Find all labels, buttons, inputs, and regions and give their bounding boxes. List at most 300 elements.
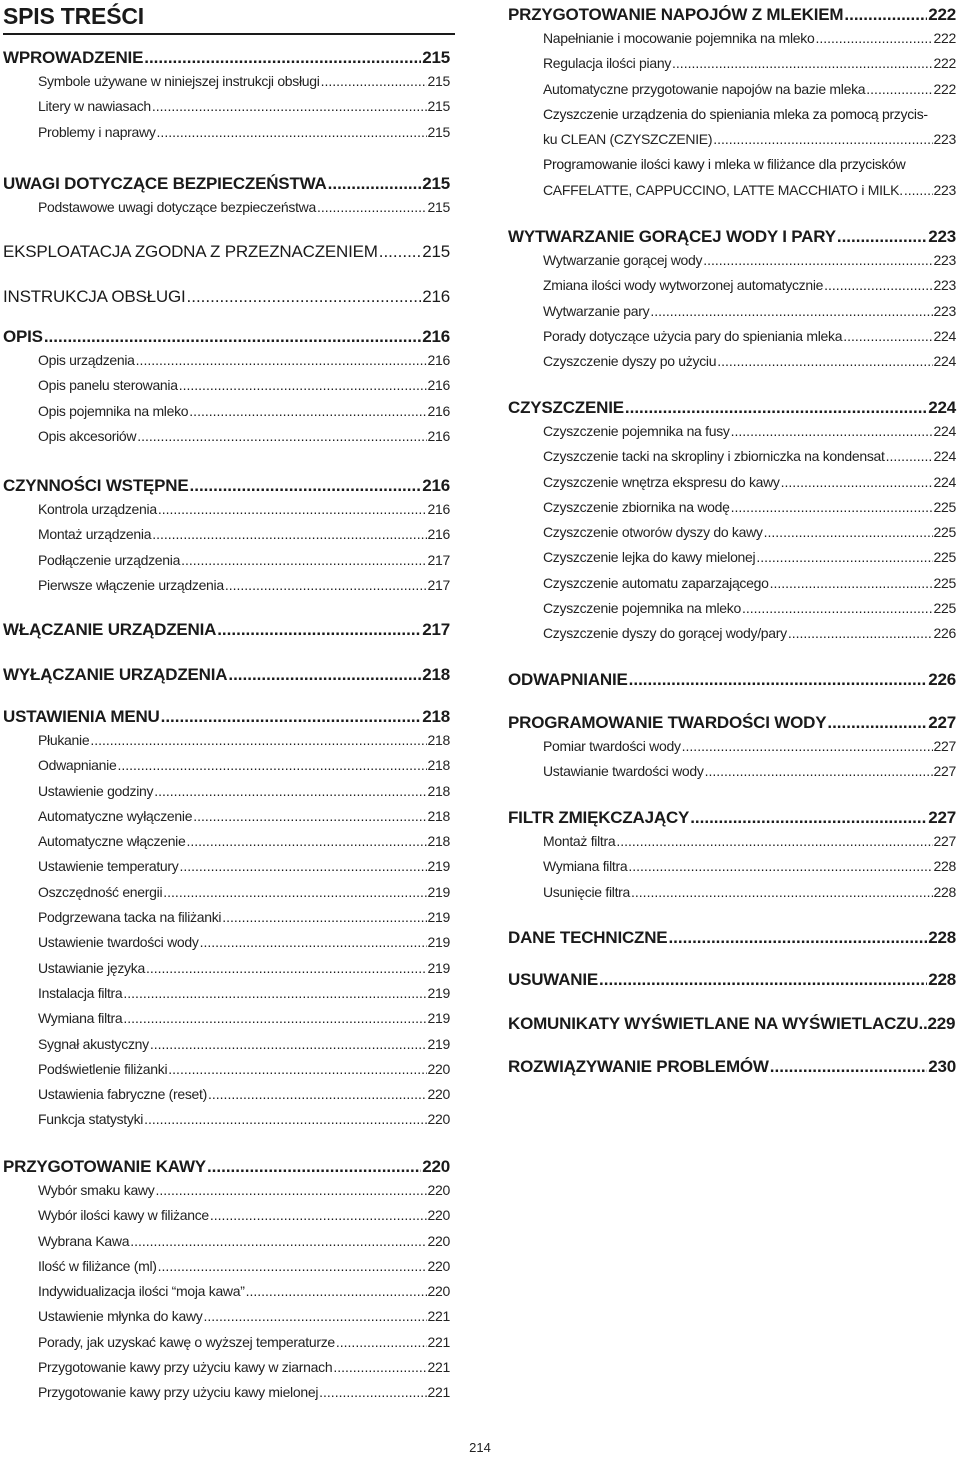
toc-entry[interactable]: [508, 273, 956, 298]
toc-entry[interactable]: [508, 51, 956, 76]
toc-heading-page: 215: [422, 174, 450, 193]
toc-entry[interactable]: [3, 804, 450, 829]
toc-entry-label: Podgrzewana tacka na filiżanki: [38, 909, 222, 926]
toc-entry[interactable]: [508, 520, 956, 545]
toc-entry[interactable]: [3, 1006, 450, 1031]
toc-leader: [328, 173, 422, 195]
toc-heading[interactable]: [3, 241, 450, 263]
toc-heading[interactable]: [508, 712, 956, 734]
toc-heading[interactable]: [508, 1056, 956, 1078]
toc-heading[interactable]: [3, 286, 450, 308]
toc-entry-page: 215: [427, 73, 450, 89]
toc-heading-label: PRZYGOTOWANIE KAWY: [3, 1157, 206, 1176]
toc-leader: [208, 1082, 427, 1107]
toc-entry-label: Kontrola urządzenia: [38, 501, 157, 517]
toc-entry-label: Pomiar twardości wody: [543, 738, 681, 754]
toc-heading-page: 227: [928, 808, 956, 827]
toc-heading-label: OPIS: [3, 327, 43, 346]
toc-entry-label: Ustawienie młynka do kawy: [38, 1308, 203, 1325]
toc-entry[interactable]: [508, 419, 956, 444]
toc-entry[interactable]: [3, 1355, 450, 1380]
toc-entry-page: 220: [427, 1257, 450, 1274]
toc-heading-page: 226: [928, 670, 956, 689]
toc-leader: [788, 621, 933, 646]
toc-entry-page: 225: [933, 600, 956, 617]
toc-leader: [650, 299, 932, 324]
toc-leader: [44, 326, 421, 348]
toc-heading-label: PROGRAMOWANIE TWARDOŚCI WODY: [508, 713, 827, 732]
toc-entry-page: 222: [933, 80, 956, 97]
toc-heading[interactable]: [508, 4, 956, 26]
toc-entry[interactable]: [508, 854, 956, 879]
toc-entry-page: 228: [933, 858, 956, 875]
toc-leader: [222, 905, 426, 930]
toc-leader: [731, 419, 933, 444]
toc-entry[interactable]: [3, 1082, 450, 1107]
toc-entry-page: 223: [933, 252, 956, 268]
toc-entry[interactable]: [3, 1304, 450, 1329]
toc-entry-label: Regulacja ilości piany: [543, 55, 672, 72]
toc-entry-page: 218: [427, 782, 450, 799]
toc-entry[interactable]: [3, 1279, 450, 1304]
toc-entry-page: 220: [427, 1111, 450, 1128]
toc-leader: [158, 497, 427, 522]
toc-entry[interactable]: [3, 905, 450, 930]
toc-entry[interactable]: [3, 1032, 450, 1057]
toc-leader: [705, 759, 933, 784]
toc-entry-label-line: Czyszczenie urządzenia do spieniania mleka za pomocą przycis-: [543, 105, 928, 122]
toc-leader: [90, 728, 426, 753]
toc-leader: [150, 1032, 427, 1057]
toc-heading-label: WŁĄCZANIE URZĄDZENIA: [3, 620, 217, 639]
toc-leader: [319, 1380, 426, 1405]
toc-entry-page: 224: [933, 473, 956, 490]
toc-leader: [770, 571, 933, 596]
toc-leader: [742, 596, 933, 621]
toc-entry[interactable]: [3, 753, 450, 778]
toc-leader: [616, 829, 932, 854]
toc-leader: [117, 753, 426, 778]
toc-leader: [336, 1330, 427, 1355]
toc-entry[interactable]: [508, 26, 956, 51]
toc-leader: [144, 1107, 426, 1132]
toc-entry-wrapline[interactable]: [508, 102, 956, 127]
toc-entry[interactable]: [508, 178, 956, 203]
toc-entry-page: 227: [933, 833, 956, 849]
toc-entry-label: Usunięcie filtra: [543, 883, 631, 900]
toc-entry[interactable]: [3, 1254, 450, 1279]
toc-heading-page: 229: [927, 1014, 956, 1033]
toc-heading-label: INSTRUKCJA OBSŁUGI: [3, 287, 186, 306]
toc-entry-label: ku CLEAN (CZYSZCZENIE): [543, 131, 713, 148]
toc-entry[interactable]: [3, 1380, 450, 1405]
toc-entry-page: 216: [427, 501, 450, 517]
toc-leader: [703, 248, 932, 273]
toc-entry[interactable]: [3, 1330, 450, 1355]
toc-entry-label: Porady, jak uzyskać kawę o wyższej temperaturze: [38, 1333, 335, 1350]
toc-entry[interactable]: [508, 759, 956, 784]
toc-heading-page: 218: [422, 707, 450, 726]
toc-entry-label: Czyszczenie dyszy po użyciu: [543, 353, 717, 370]
toc-leader: [668, 927, 927, 949]
toc-entry[interactable]: [3, 348, 450, 373]
toc-heading-label: FILTR ZMIĘKCZAJĄCY: [508, 808, 690, 827]
toc-entry-page: 219: [427, 934, 450, 951]
toc-entry-label: Montaż filtra: [543, 833, 616, 849]
toc-entry-page: 219: [427, 883, 450, 900]
toc-leader: [190, 475, 422, 497]
toc-heading[interactable]: [3, 664, 450, 686]
toc-entry-page: 223: [933, 131, 956, 148]
toc-leader: [781, 470, 933, 495]
toc-entry-label: Wytwarzanie gorącej wody: [543, 252, 703, 268]
toc-leader: [629, 669, 928, 691]
toc-leader: [181, 548, 426, 573]
toc-section: [3, 47, 450, 145]
toc-leader: [152, 94, 427, 119]
toc-entry-label: Czyszczenie pojemnika na mleko: [543, 600, 741, 617]
toc-entry[interactable]: [508, 444, 956, 469]
toc-entry[interactable]: [3, 930, 450, 955]
toc-entry-page: 220: [427, 1207, 450, 1224]
toc-heading[interactable]: [3, 47, 450, 69]
toc-heading[interactable]: [508, 969, 956, 991]
toc-leader: [690, 807, 927, 829]
toc-entry-page: 225: [933, 524, 956, 541]
toc-entry-label: Wytwarzanie pary: [543, 302, 650, 319]
toc-entry[interactable]: [3, 779, 450, 804]
toc-leader: [886, 444, 933, 469]
toc-leader: [189, 399, 426, 424]
toc-entry-label: Przygotowanie kawy przy użyciu kawy w ziarnach: [38, 1359, 333, 1376]
toc-entry[interactable]: [508, 77, 956, 102]
toc-entry-label: Czyszczenie otworów dyszy do kawy: [543, 524, 763, 541]
toc-section: [508, 1013, 956, 1035]
toc-entry-label: Czyszczenie automatu zaparzającego: [543, 574, 769, 591]
toc-section: [3, 706, 450, 1133]
toc-entry[interactable]: [3, 1203, 450, 1228]
toc-entry[interactable]: [508, 495, 956, 520]
toc-entry-label: Czyszczenie dyszy do gorącej wody/pary: [543, 625, 787, 642]
toc-leader: [200, 930, 427, 955]
toc-entry[interactable]: [3, 1229, 450, 1254]
toc-entry[interactable]: [3, 854, 450, 879]
toc-entry-page: 219: [427, 1010, 450, 1027]
toc-entry-label: Wybór ilości kawy w filiżance: [38, 1207, 209, 1224]
toc-leader: [154, 779, 426, 804]
toc-heading[interactable]: [508, 397, 956, 419]
toc-entry[interactable]: [508, 880, 956, 905]
toc-entry-label: Opis urządzenia: [38, 352, 135, 368]
toc-entry[interactable]: [3, 69, 450, 94]
toc-entry[interactable]: [508, 127, 956, 152]
toc-entry-label: Montaż urządzenia: [38, 526, 152, 543]
toc-entry-page: 216: [427, 377, 450, 394]
toc-entry-label: Napełnianie i mocowanie pojemnika na mleko: [543, 30, 815, 46]
toc-leader: [631, 880, 933, 905]
toc-leader: [207, 1156, 421, 1178]
toc-entry[interactable]: [3, 1057, 450, 1082]
toc-entry[interactable]: [3, 728, 450, 753]
toc-entry[interactable]: [508, 829, 956, 854]
toc-leader: [217, 619, 421, 641]
toc-leader: [225, 573, 427, 598]
toc-heading-label: KOMUNIKATY WYŚWIETLANE NA WYŚWIETLACZU: [508, 1014, 919, 1033]
toc-heading-page: 216: [422, 287, 450, 306]
toc-entry-label: Litery w nawiasach: [38, 98, 151, 115]
toc-entry-label: Czyszczenie lejka do kawy mielonej: [543, 549, 756, 566]
page-title: SPIS TREŚCI: [3, 1, 455, 35]
toc-entry-page: 221: [427, 1308, 450, 1325]
toc-leader: [844, 4, 927, 26]
toc-entry-label: Ustawienia fabryczne (reset): [38, 1086, 207, 1103]
toc-leader: [137, 424, 426, 449]
toc-heading-page: 228: [928, 970, 956, 989]
toc-section: [508, 969, 956, 991]
toc-leader: [764, 520, 933, 545]
toc-entry-label: Czyszczenie tacki na skropliny i zbiorniczka na kondensat: [543, 448, 885, 465]
toc-heading[interactable]: [508, 669, 956, 691]
toc-leader: [130, 1229, 426, 1254]
toc-entry-page: 221: [427, 1359, 450, 1376]
toc-entry-label: Funkcja statystyki: [38, 1111, 144, 1128]
toc-entry[interactable]: [3, 120, 450, 145]
toc-entry[interactable]: [3, 399, 450, 424]
toc-entry-page: 220: [427, 1060, 450, 1077]
toc-entry[interactable]: [3, 981, 450, 1006]
toc-leader: [123, 1006, 426, 1031]
toc-entry-page: 224: [933, 353, 956, 370]
toc-entry-page: 221: [427, 1384, 450, 1401]
toc-leader: [672, 51, 933, 76]
toc-section: [3, 241, 450, 263]
toc-leader: [187, 286, 422, 308]
toc-entry[interactable]: [508, 324, 956, 349]
toc-leader: [158, 1254, 427, 1279]
toc-entry[interactable]: [3, 829, 450, 854]
toc-leader: [837, 226, 927, 248]
toc-leader: [843, 324, 932, 349]
toc-entry[interactable]: [3, 1178, 450, 1203]
toc-entry-label-line: Programowanie ilości kawy i mleka w filiżance dla przycisków: [543, 156, 906, 173]
toc-leader: [179, 854, 426, 879]
toc-entry[interactable]: [508, 248, 956, 273]
toc-section: [3, 664, 450, 686]
toc-leader: [157, 120, 427, 145]
toc-entry[interactable]: [508, 621, 956, 646]
toc-heading-page: 230: [928, 1057, 956, 1076]
toc-leader: [144, 47, 421, 69]
toc-leader: [193, 804, 426, 829]
toc-entry[interactable]: [3, 195, 450, 220]
toc-entry-label: Symbole używane w niniejszej instrukcji obsługi: [38, 73, 320, 89]
toc-heading-page: 216: [422, 476, 450, 495]
toc-leader: [333, 1355, 426, 1380]
toc-entry[interactable]: [508, 299, 956, 324]
toc-leader: [179, 373, 427, 398]
toc-heading[interactable]: [3, 1156, 450, 1178]
toc-entry[interactable]: [3, 94, 450, 119]
toc-entry-page: 218: [427, 732, 450, 748]
toc-entry-page: 218: [427, 757, 450, 774]
toc-entry[interactable]: [3, 1107, 450, 1132]
toc-entry[interactable]: [3, 548, 450, 573]
toc-heading[interactable]: [3, 706, 450, 728]
toc-entry[interactable]: [508, 596, 956, 621]
toc-leader: [210, 1203, 427, 1228]
toc-leader: [123, 981, 426, 1006]
toc-entry[interactable]: [508, 470, 956, 495]
toc-entry-page: 223: [933, 277, 956, 294]
toc-entry-label: Sygnał akustyczny: [38, 1035, 149, 1052]
toc-entry[interactable]: [508, 571, 956, 596]
toc-entry-label: Automatyczne włączenie: [38, 833, 186, 850]
toc-entry-page: 219: [427, 959, 450, 976]
toc-entry[interactable]: [3, 497, 450, 522]
toc-entry-page: 215: [427, 199, 450, 215]
toc-heading[interactable]: [3, 173, 450, 195]
toc-leader: [186, 829, 426, 854]
toc-heading-label: DANE TECHNICZNE: [508, 928, 668, 947]
toc-entry-label: Wymiana filtra: [38, 1010, 123, 1027]
toc-entry-page: 219: [427, 909, 450, 926]
toc-entry-label: Podłączenie urządzenia: [38, 551, 181, 568]
toc-entry-label: Porady dotyczące użycia pary do spieniania mleka: [543, 327, 843, 344]
toc-leader: [770, 1056, 927, 1078]
toc-entry-page: 224: [933, 423, 956, 439]
toc-leader: [824, 273, 932, 298]
toc-entry-label: Podświetlenie filiżanki: [38, 1060, 168, 1077]
toc-heading-label: USUWANIE: [508, 970, 599, 989]
toc-entry-label: Indywidualizacja ilości “moja kawa”: [38, 1283, 245, 1300]
toc-leader: [682, 734, 933, 759]
toc-leader: [228, 664, 421, 686]
toc-heading-label: ODWAPNIANIE: [508, 670, 628, 689]
toc-heading-label: CZYNNOŚCI WSTĘPNE: [3, 476, 189, 495]
toc-leader: [155, 1178, 426, 1203]
toc-entry-page: 224: [933, 327, 956, 344]
toc-leader: [827, 712, 927, 734]
toc-entry[interactable]: [3, 522, 450, 547]
toc-entry-label: Wybór smaku kawy: [38, 1182, 155, 1198]
toc-heading[interactable]: [3, 619, 450, 641]
toc-entry-page: 216: [427, 352, 450, 368]
toc-entry[interactable]: [508, 734, 956, 759]
toc-entry-page: 220: [427, 1232, 450, 1249]
toc-entry-page: 227: [933, 738, 956, 754]
toc-heading[interactable]: [3, 326, 450, 348]
toc-entry-label: Czyszczenie zbiornika na wodę: [543, 498, 730, 515]
toc-leader: [317, 195, 427, 220]
toc-entry[interactable]: [3, 880, 450, 905]
toc-entry-label: Automatyczne przygotowanie napojów na bazie mleka: [543, 80, 866, 97]
toc-entry-page: 219: [427, 858, 450, 875]
toc-entry-page: 216: [427, 402, 450, 419]
toc-entry-page: 220: [427, 1283, 450, 1300]
toc-entry-label: Opis panelu sterowania: [38, 377, 178, 394]
toc-heading-label: PRZYGOTOWANIE NAPOJÓW Z MLEKIEM: [508, 5, 844, 24]
toc-entry-page: 222: [933, 55, 956, 72]
toc-leader: [599, 969, 927, 991]
toc-leader: ..: [918, 1014, 928, 1033]
toc-section: [3, 1156, 450, 1406]
toc-entry-page: 225: [933, 549, 956, 566]
toc-entry[interactable]: [508, 349, 956, 374]
toc-entry-page: 218: [427, 807, 450, 824]
toc-heading[interactable]: [508, 927, 956, 949]
toc-leader: [136, 348, 427, 373]
toc-entry-page: 219: [427, 984, 450, 1001]
toc-leader: [203, 1304, 426, 1329]
toc-entry-page: 218: [427, 833, 450, 850]
toc-leader: [717, 349, 932, 374]
toc-entry-label: Automatyczne wyłączenie: [38, 807, 193, 824]
toc-entry-label: Przygotowanie kawy przy użyciu kawy mielonej: [38, 1384, 319, 1401]
toc-entry-page: 226: [933, 625, 956, 642]
toc-heading-page: 215: [422, 242, 450, 261]
toc-leader: [713, 127, 932, 152]
toc-section: [3, 173, 450, 220]
toc-section: [508, 807, 956, 905]
toc-entry[interactable]: [3, 373, 450, 398]
toc-entry-page: 219: [427, 1035, 450, 1052]
toc-entry[interactable]: [3, 956, 450, 981]
toc-section: [3, 475, 450, 598]
toc-heading[interactable]: [3, 475, 450, 497]
toc-section: [508, 927, 956, 949]
toc-entry-page: 221: [427, 1333, 450, 1350]
toc-heading[interactable]: [508, 226, 956, 248]
toc-heading-page: 222: [928, 5, 956, 24]
toc-leader: [163, 880, 426, 905]
toc-heading[interactable]: [508, 1013, 956, 1035]
toc-leader: [866, 77, 932, 102]
toc-entry-label: Czyszczenie wnętrza ekspresu do kawy: [543, 473, 780, 490]
toc-heading-page: 220: [422, 1157, 450, 1176]
toc-entry-label: Ustawienie godziny: [38, 782, 154, 799]
toc-entry-page: 216: [427, 427, 450, 444]
toc-entry-label: Opis akcesoriów: [38, 427, 137, 444]
toc-entry-label: Pierwsze włączenie urządzenia: [38, 576, 224, 593]
toc-entry[interactable]: [508, 545, 956, 570]
toc-entry-label: Podstawowe uwagi dotyczące bezpieczeństwa: [38, 199, 316, 215]
toc-entry-label: Czyszczenie pojemnika na fusy: [543, 423, 730, 439]
toc-leader: [756, 545, 932, 570]
toc-leader: [731, 495, 933, 520]
toc-leader: [904, 178, 933, 203]
toc-heading[interactable]: [508, 807, 956, 829]
toc-section: [3, 286, 450, 308]
toc-leader: [146, 956, 427, 981]
toc-entry[interactable]: [3, 573, 450, 598]
toc-leader: [152, 522, 426, 547]
toc-entry-page: 225: [933, 498, 956, 515]
toc-entry-label: CAFFELATTE, CAPPUCCINO, LATTE MACCHIATO i MILK.: [543, 181, 903, 198]
toc-entry-wrapline[interactable]: [508, 152, 956, 177]
toc-heading-label: WYŁĄCZANIE URZĄDZENIA: [3, 665, 228, 684]
toc-heading-label: CZYSZCZENIE: [508, 398, 624, 417]
toc-section: [508, 1056, 956, 1078]
toc-entry-label: Ilość w filiżance (ml): [38, 1257, 157, 1274]
toc-leader: [161, 706, 422, 728]
toc-heading-label: WYTWARZANIE GORĄCEJ WODY I PARY: [508, 227, 836, 246]
toc-section: [508, 397, 956, 647]
toc-entry-label: Opis pojemnika na mleko: [38, 402, 189, 419]
toc-entry-label: Zmiana ilości wody wytworzonej automatycznie: [543, 277, 824, 294]
toc-entry-page: 227: [933, 763, 956, 780]
toc-entry[interactable]: [3, 424, 450, 449]
toc-entry-page: 223: [933, 302, 956, 319]
